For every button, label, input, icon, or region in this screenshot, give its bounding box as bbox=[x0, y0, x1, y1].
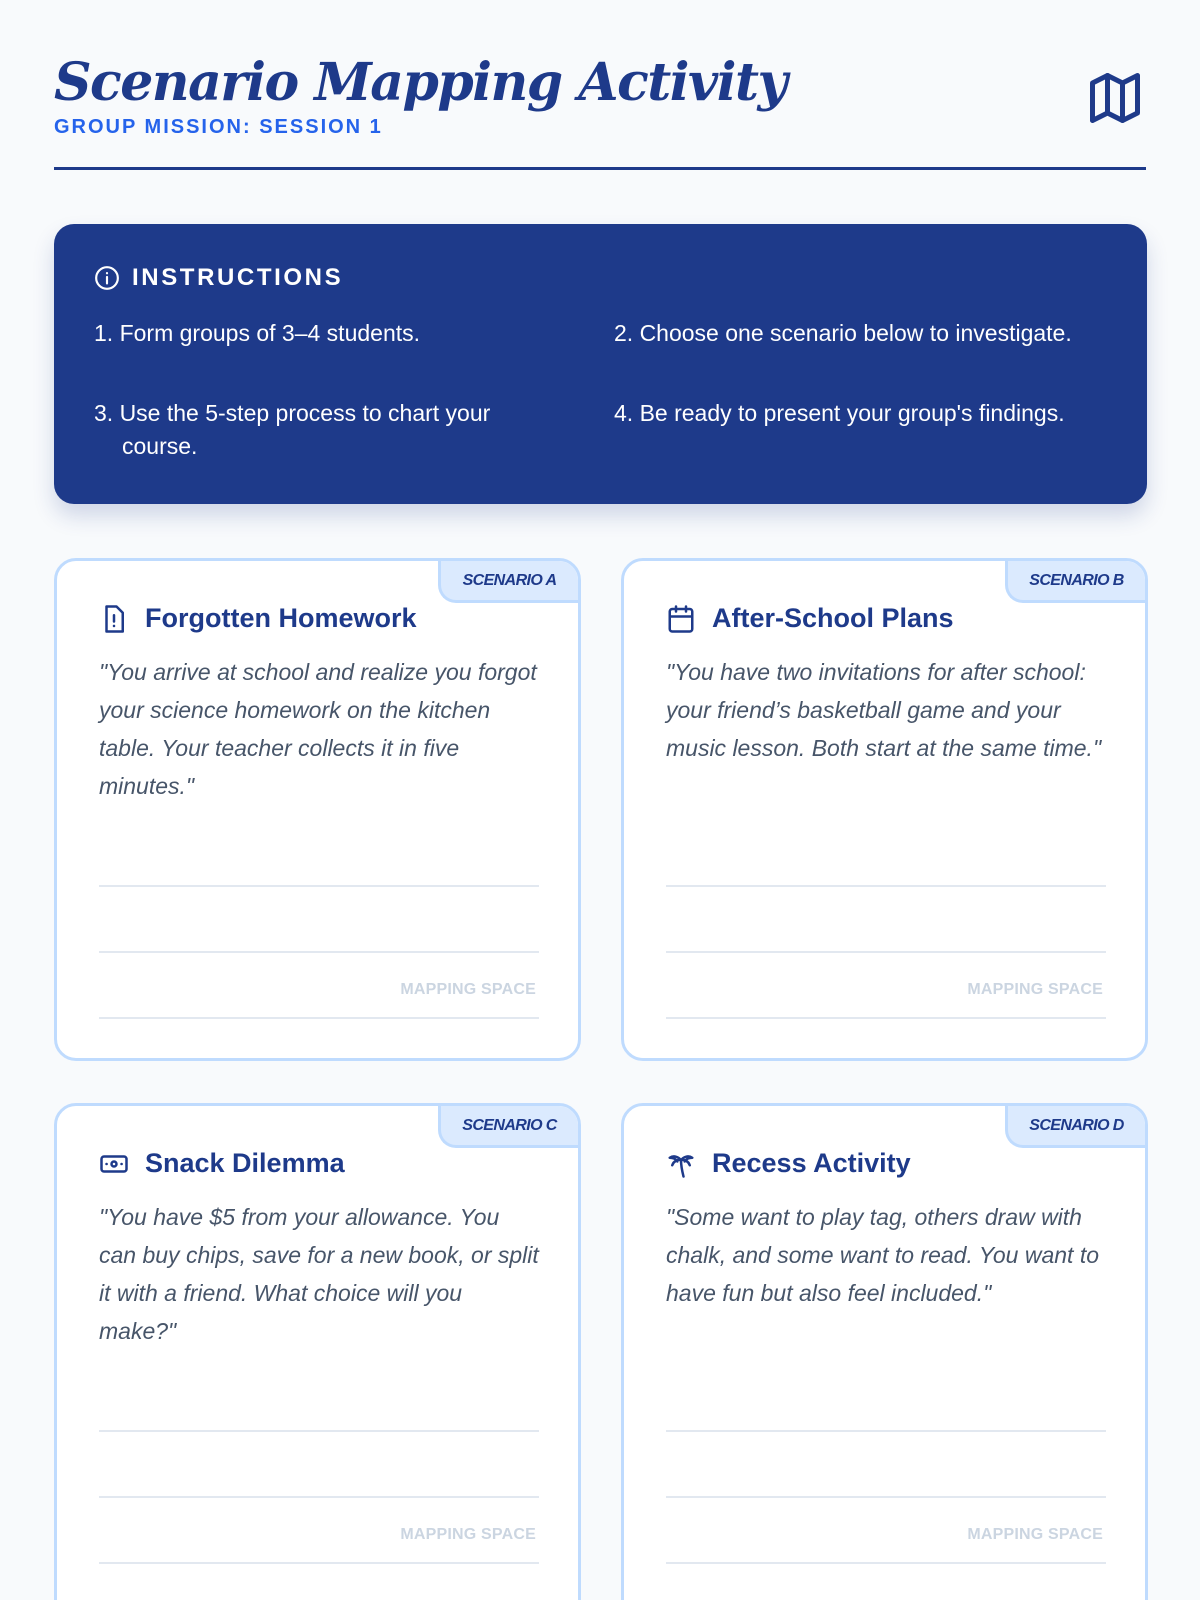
scenario-header bbox=[666, 603, 954, 634]
page-title: Scenario Mapping Activity bbox=[54, 52, 787, 113]
instructions-title: INSTRUCTIONS bbox=[132, 264, 344, 291]
mapping-space-label: MAPPING SPACE bbox=[967, 981, 1103, 998]
instruction-step-2: 2. Choose one scenario below to investigate. bbox=[614, 320, 1072, 346]
writing-line bbox=[666, 951, 1106, 953]
writing-line bbox=[99, 951, 539, 953]
scenario-card-b bbox=[621, 558, 1148, 1061]
calendar-icon bbox=[666, 604, 696, 634]
scenario-tag: SCENARIO D bbox=[1005, 1106, 1145, 1148]
scenario-tag: SCENARIO C bbox=[438, 1106, 578, 1148]
mapping-space-label: MAPPING SPACE bbox=[400, 981, 536, 998]
info-icon bbox=[94, 265, 120, 291]
writing-line bbox=[99, 1496, 539, 1498]
mapping-space-label: MAPPING SPACE bbox=[400, 1526, 536, 1543]
instruction-step-1: 1. Form groups of 3–4 students. bbox=[94, 320, 421, 346]
instructions-header bbox=[94, 264, 343, 292]
writing-line bbox=[666, 1430, 1106, 1432]
scenario-title: After-School Plans bbox=[712, 603, 954, 633]
writing-line bbox=[99, 1017, 539, 1019]
scenario-card-a bbox=[54, 558, 581, 1061]
scenario-description: "You arrive at school and realize you forgot your science homework on the kitchen table. Your teacher collects it in five minutes." bbox=[99, 659, 537, 799]
writing-line bbox=[99, 1562, 539, 1564]
writing-line bbox=[99, 1430, 539, 1432]
writing-line bbox=[666, 1496, 1106, 1498]
money-icon bbox=[99, 1149, 129, 1179]
palm-tree-icon bbox=[666, 1149, 696, 1179]
writing-line bbox=[666, 1017, 1106, 1019]
writing-line bbox=[666, 885, 1106, 887]
scenario-tag: SCENARIO B bbox=[1005, 561, 1145, 603]
scenario-card-c bbox=[54, 1103, 581, 1600]
writing-line bbox=[99, 885, 539, 887]
scenario-title: Forgotten Homework bbox=[145, 603, 417, 633]
instructions-panel bbox=[54, 224, 1147, 504]
map-icon bbox=[1084, 68, 1146, 128]
scenario-title: Recess Activity bbox=[712, 1148, 911, 1178]
scenario-header bbox=[99, 1148, 345, 1179]
alert-file-icon bbox=[99, 604, 129, 634]
scenario-header bbox=[666, 1148, 911, 1179]
page-header bbox=[54, 0, 1146, 170]
writing-line bbox=[666, 1562, 1106, 1564]
scenario-header bbox=[99, 603, 417, 634]
scenario-description: "You have $5 from your allowance. You can buy chips, save for a new book, or split it with a friend. What choice will you make?" bbox=[99, 1204, 539, 1344]
scenario-description: "You have two invitations for after school: your friend’s basketball game and your music lesson. Both start at the same time." bbox=[666, 659, 1102, 761]
instruction-step-4: 4. Be ready to present your group's findings. bbox=[614, 400, 1065, 426]
instruction-step-3: 3. Use the 5-step process to chart your course. bbox=[94, 400, 491, 459]
scenario-tag: SCENARIO A bbox=[438, 561, 578, 603]
mapping-space-label: MAPPING SPACE bbox=[967, 1526, 1103, 1543]
scenario-card-d bbox=[621, 1103, 1148, 1600]
page-subtitle: GROUP MISSION: SESSION 1 bbox=[54, 116, 383, 138]
scenario-description: "Some want to play tag, others draw with chalk, and some want to read. You want to have fun but also feel included." bbox=[666, 1204, 1100, 1306]
scenario-title: Snack Dilemma bbox=[145, 1148, 345, 1178]
